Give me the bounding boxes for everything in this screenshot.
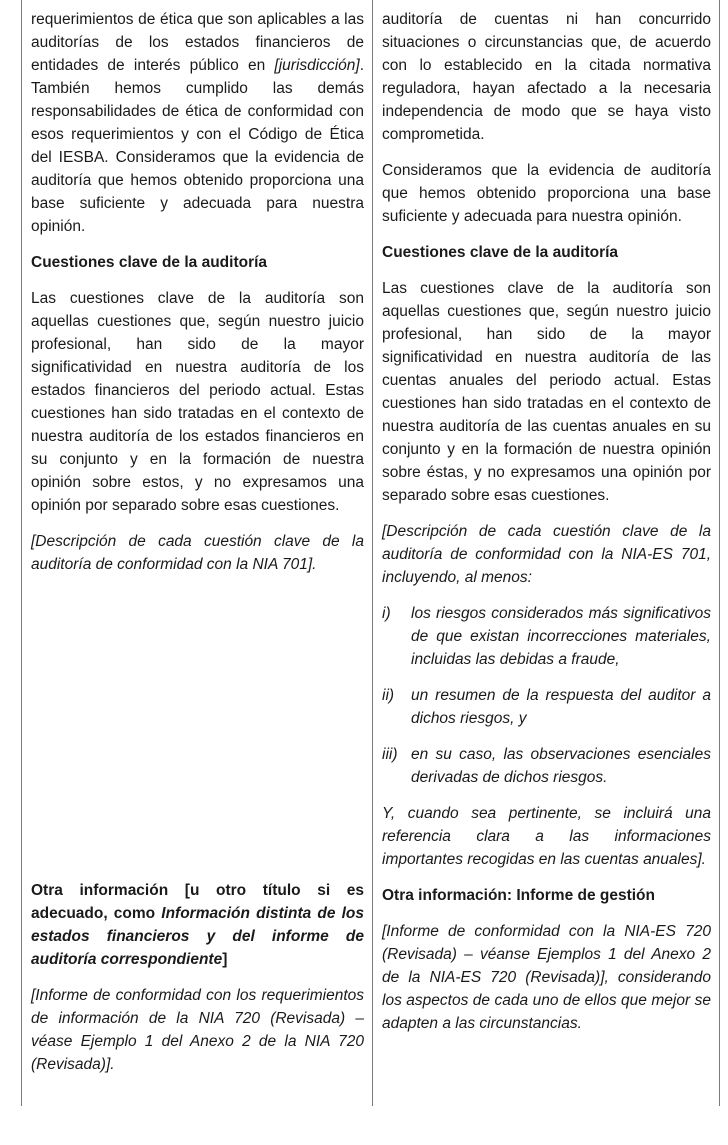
- text-segment: Y, cuando sea pertinente, se incluirá una referencia clara a las informaciones importantes recogidas en las cuentas anuales].: [382, 805, 711, 868]
- text-segment: Otra información: Informe de gestión: [382, 887, 655, 904]
- paragraph: [382, 520, 711, 589]
- text-segment: Información distinta de los estados financieros y del informe de auditoría correspondiente: [31, 905, 364, 968]
- paragraph: [31, 530, 364, 576]
- list-marker: i): [382, 605, 391, 622]
- list-item: [382, 743, 711, 789]
- text-segment: Cuestiones clave de la auditoría: [31, 254, 268, 271]
- text-segment: Consideramos que la evidencia de auditoría que hemos obtenido proporciona una base suficiente y adecuada para nuestra opinión.: [382, 162, 711, 225]
- paragraph: [31, 287, 364, 517]
- paragraph: [31, 8, 364, 238]
- text-segment: [Informe de conformidad con los requerimientos de información de la NIA 720 (Revisada) – véase Ejemplo 1 del Anexo 2 de la NIA 720 (Revisada)].: [31, 987, 364, 1073]
- text-segment: Otra información [u otro título si es adecuado, como: [31, 882, 364, 922]
- left-column-nia-701: [22, 0, 372, 1106]
- paragraph: [31, 984, 364, 1076]
- paragraph: [382, 277, 711, 507]
- text-segment: Las cuestiones clave de la auditoría son aquellas cuestiones que, según nuestro juicio profesional, han sido de la mayor significatividad en nuestra auditoría de las cuentas anuales del periodo actual. Estas cuestiones han sido tratadas en el contexto de nuestra auditoría de las cuentas anuales en su conjunto y en la formación de nuestra opinión sobre éstas, y no expresamos una opinión por separado sobre esas cuestiones.: [382, 280, 711, 504]
- text-segment: [jurisdicción]: [274, 57, 360, 74]
- section-heading: [31, 251, 364, 274]
- paragraph: [382, 802, 711, 871]
- list-marker: iii): [382, 746, 398, 763]
- text-segment: Cuestiones clave de la auditoría: [382, 244, 619, 261]
- text-segment: auditoría de cuentas ni han concurrido situaciones o circunstancias que, de acuerdo con lo establecido en la citada normativa reguladora, hayan afectado a la necesaria independencia de modo que se haya visto comprometida.: [382, 11, 711, 143]
- text-segment: [Descripción de cada cuestión clave de la auditoría de conformidad con la NIA 701].: [31, 533, 364, 573]
- paragraph: [382, 920, 711, 1035]
- text-segment: [Descripción de cada cuestión clave de la auditoría de conformidad con la NIA-ES 701, incluyendo, al menos:: [382, 523, 711, 586]
- list-item-text: un resumen de la respuesta del auditor a dichos riesgos, y: [411, 687, 711, 727]
- list-marker: ii): [382, 687, 395, 704]
- right-column-nia-es-701: [372, 0, 719, 1106]
- paragraph: [382, 159, 711, 228]
- list-item: [382, 684, 711, 730]
- section-heading: [382, 884, 711, 907]
- section-heading: [382, 241, 711, 264]
- text-segment: ]: [222, 951, 228, 968]
- list-item-text: los riesgos considerados más significativos de que existan incorrecciones materiales, incluidas las debidas a fraude,: [411, 605, 711, 668]
- empty-space: [31, 589, 364, 879]
- text-segment: [Informe de conformidad con la NIA-ES 720 (Revisada) – véanse Ejemplos 1 del Anexo 2 de la NIA-ES 720 (Revisada)], considerando los aspectos de cada uno de ellos que mejor se adapten a las circunstancias.: [382, 923, 711, 1032]
- text-segment: . También hemos cumplido las demás responsabilidades de ética de conformidad con esos requerimientos y con el Código de Ética del IESBA. Consideramos que la evidencia de auditoría que hemos obtenido proporciona una base suficiente y adecuada para nuestra opinión.: [31, 57, 364, 235]
- paragraph: [382, 8, 711, 146]
- section-heading: [31, 879, 364, 971]
- text-segment: requerimientos de ética que son aplicables a las auditorías de los estados financieros de entidades de interés público en: [31, 11, 364, 74]
- comparison-table: [21, 0, 720, 1106]
- list-item: [382, 602, 711, 671]
- text-segment: Las cuestiones clave de la auditoría son aquellas cuestiones que, según nuestro juicio profesional, han sido de la mayor significatividad en nuestra auditoría de los estados financieros del periodo actual. Estas cuestiones han sido tratadas en el contexto de nuestra auditoría de los estados financieros en su conjunto y en la formación de nuestra opinión sobre estos, y no expresamos una opinión por separado sobre esas cuestiones.: [31, 290, 364, 514]
- list-item-text: en su caso, las observaciones esenciales derivadas de dichos riesgos.: [411, 746, 711, 786]
